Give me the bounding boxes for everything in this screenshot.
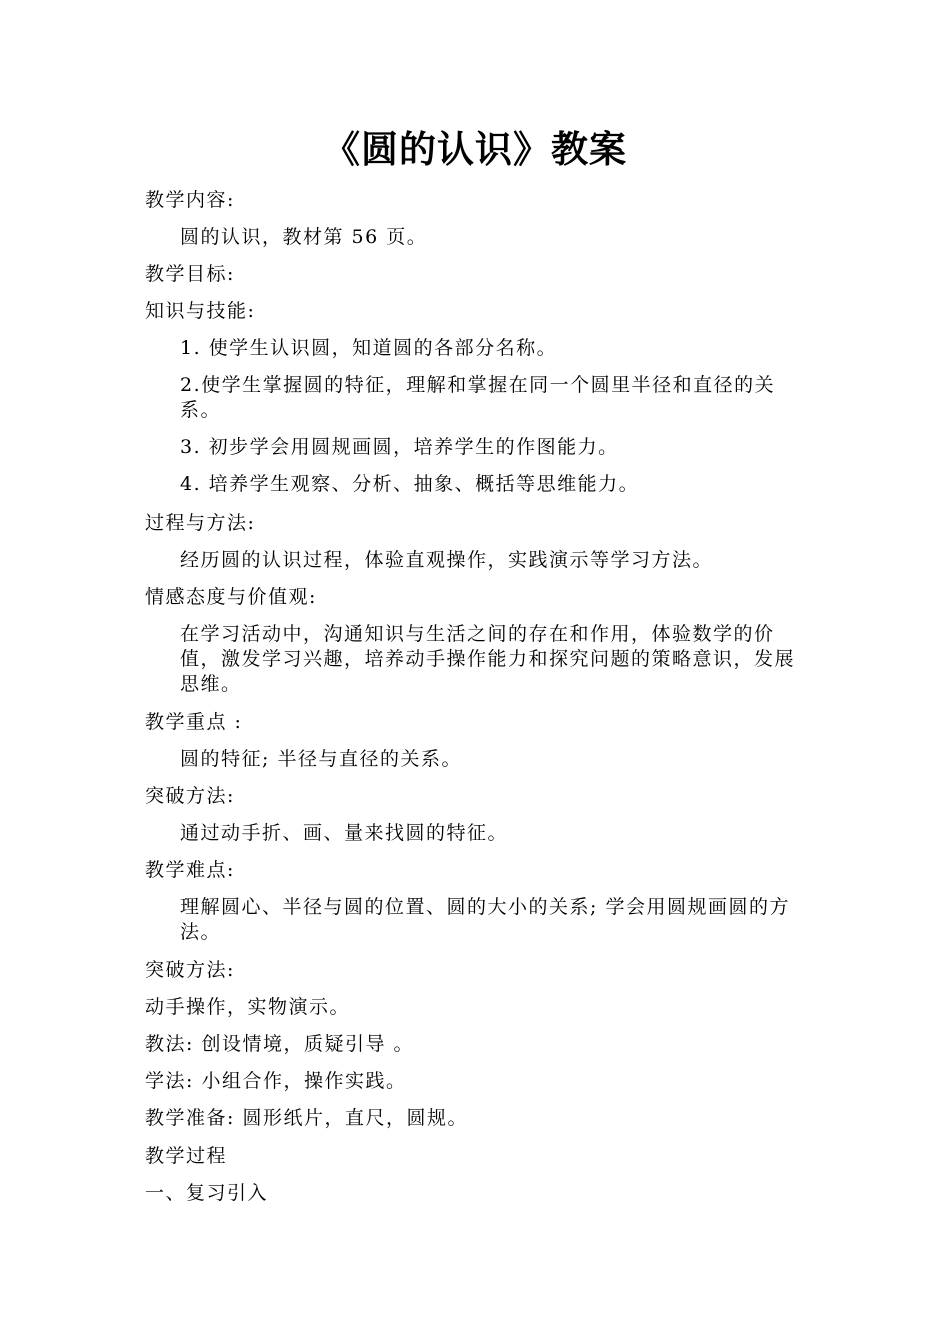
emotion-values-text: 在学习活动中，沟通知识与生活之间的存在和作用，体验数学的价值，激发学习兴趣，培养动手操作能力和探究问题的策略意识，发展思维。 xyxy=(180,623,796,695)
emotion-values-paragraph xyxy=(145,622,810,697)
teaching-content-text: 圆的认识，教材第 56 页。 xyxy=(180,226,428,248)
difficulties-text: 理解圆心、半径与圆的位置、圆的大小的关系; 学会用圆规画圆的方法。 xyxy=(180,896,790,943)
knowledge-item-1: 1. 使学生认识圆，知道圆的各部分名称。 xyxy=(180,337,558,359)
breakthrough-method-2-text: 动手操作，实物演示。 xyxy=(145,996,351,1018)
subsection-label-knowledge-skills: 知识与技能: xyxy=(145,300,256,322)
teaching-method-line: 教法: 创设情境，质疑引导 。 xyxy=(145,1033,414,1055)
knowledge-item-3: 3. 初步学会用圆规画圆，培养学生的作图能力。 xyxy=(180,436,619,458)
section-label-teaching-content: 教学内容: xyxy=(145,189,235,211)
subsection-label-emotion-values: 情感态度与价值观: xyxy=(145,586,317,608)
document-title: 《圆的认识》教案 xyxy=(323,128,627,171)
learning-method-line: 学法: 小组合作，操作实践。 xyxy=(145,1070,407,1092)
process-methods-text: 经历圆的认识过程，体验直观操作，实践演示等学习方法。 xyxy=(180,549,714,571)
knowledge-item-4: 4. 培养学生观察、分析、抽象、概括等思维能力。 xyxy=(180,473,640,495)
teaching-preparation-line: 教学准备: 圆形纸片，直尺，圆规。 xyxy=(145,1107,468,1129)
difficulties-paragraph xyxy=(145,895,810,945)
section-label-teaching-procedure: 教学过程 xyxy=(145,1145,228,1167)
section-label-breakthrough-method-1: 突破方法: xyxy=(145,785,235,807)
breakthrough-method-1-text: 通过动手折、画、量来找圆的特征。 xyxy=(180,822,509,844)
subsection-label-process-methods: 过程与方法: xyxy=(145,512,256,534)
knowledge-item-2 xyxy=(145,373,810,423)
knowledge-item-2-text: 2.使学生掌握圆的特征，理解和掌握在同一个圆里半径和直径的关系。 xyxy=(180,374,776,421)
section-label-breakthrough-method-2: 突破方法: xyxy=(145,959,235,981)
section-label-key-points: 教学重点 : xyxy=(145,711,243,733)
key-points-text: 圆的特征; 半径与直径的关系。 xyxy=(180,748,462,770)
section-label-difficulties: 教学难点: xyxy=(145,859,235,881)
procedure-section-1-heading: 一、复习引入 xyxy=(145,1182,269,1204)
section-label-teaching-goals: 教学目标: xyxy=(145,263,235,285)
